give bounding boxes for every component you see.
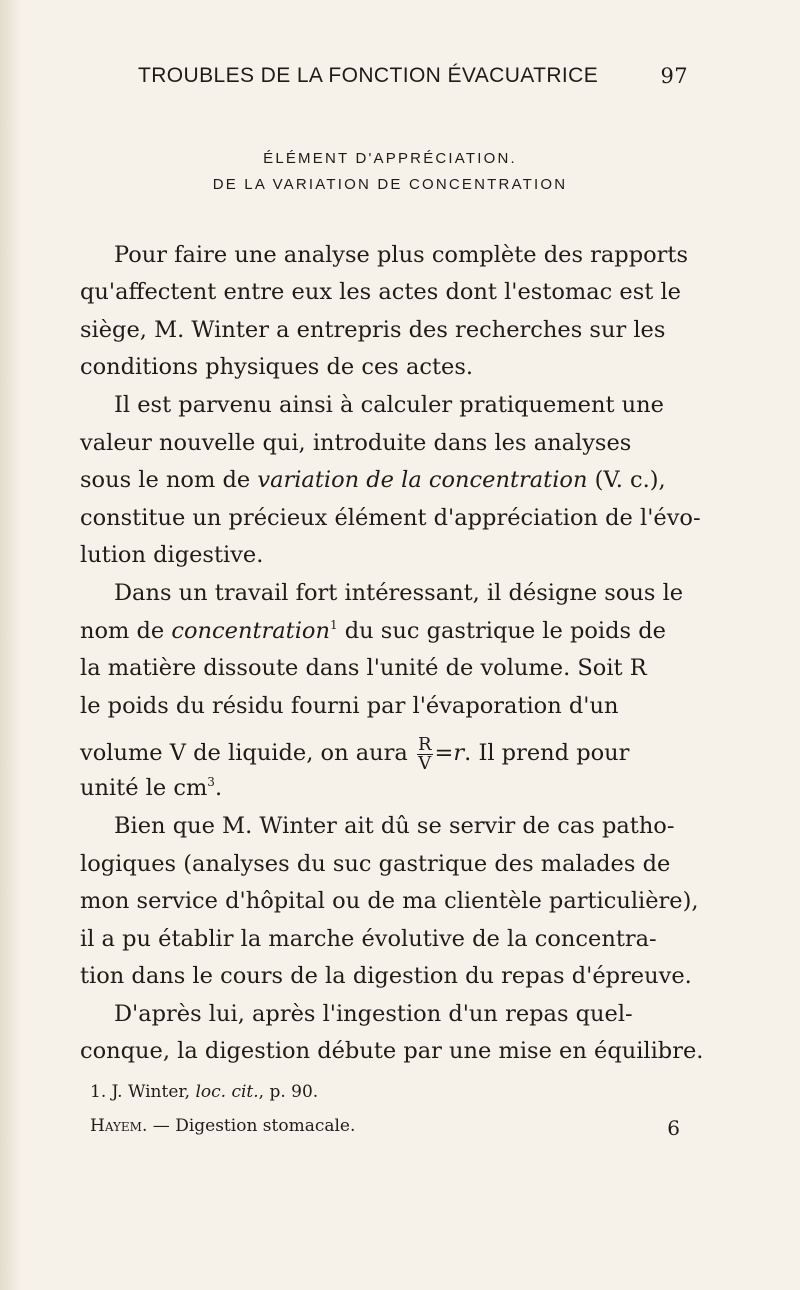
text-run: du suc gastrique le poids de — [344, 618, 666, 644]
text-run: nom de — [80, 618, 165, 644]
body-line: Bien que M. Winter ait dû se servir de cas patho- — [114, 813, 675, 839]
body-line: Dans un travail fort intéressant, il désigne sous le — [114, 580, 684, 606]
body-line: la matière dissoute dans l'unité de volume. Soit R — [80, 655, 647, 681]
signature-line — [90, 1116, 680, 1140]
body-line: Il est parvenu ainsi à calculer pratiquement une — [114, 392, 664, 418]
body-line: tion dans le cours de la digestion du repas d'épreuve. — [80, 963, 692, 989]
math-variable: r — [453, 740, 465, 766]
text-run: unité le cm — [80, 775, 208, 801]
signature-number: 6 — [667, 1116, 680, 1140]
text-run: . — [214, 775, 223, 801]
footnote-ref: loc. cit. — [195, 1082, 259, 1102]
body-line: D'après lui, après l'ingestion d'un repas quel- — [114, 1001, 633, 1027]
body-line: lution digestive. — [80, 542, 264, 568]
body-line: qu'affectent entre eux les actes dont l'estomac est le — [80, 279, 681, 305]
body-line: constitue un précieux élément d'appréciation de l'évo- — [80, 505, 701, 531]
body-line: siège, M. Winter a entrepris des recherches sur les — [80, 317, 666, 343]
footnote — [90, 1082, 318, 1102]
body-line: logiques (analyses du suc gastrique des malades de — [80, 851, 671, 877]
italic-term: concentration — [171, 618, 330, 644]
body-line — [80, 618, 710, 644]
body-line: mon service d'hôpital ou de ma clientèle particulière), — [80, 888, 699, 914]
body-line: le poids du résidu fourni par l'évaporation d'un — [80, 693, 619, 719]
fraction — [417, 736, 433, 773]
signature-title: — Digestion stomacale. — [152, 1116, 356, 1136]
body-line: Pour faire une analyse plus complète des rapports — [114, 242, 689, 268]
page-number: 97 — [660, 64, 688, 88]
footnote-ref: 1 — [329, 618, 338, 632]
body-line — [80, 467, 710, 493]
section-heading-line1: ÉLÉMENT D'APPRÉCIATION. — [263, 150, 517, 167]
section-heading-line2: DE LA VARIATION DE CONCENTRATION — [212, 176, 568, 193]
footnote-marker: 1. — [90, 1082, 107, 1102]
body-line: conditions physiques de ces actes. — [80, 354, 474, 380]
equals-sign: = — [434, 740, 454, 766]
text-run: sous le nom de — [80, 467, 251, 493]
fraction-numerator: R — [417, 734, 432, 755]
body-line: valeur nouvelle qui, introduite dans les analyses — [80, 430, 632, 456]
body-line: il a pu établir la marche évolutive de la concentra- — [80, 926, 657, 952]
text-run: . Il prend pour — [464, 740, 630, 766]
footnote-author: J. Winter, — [111, 1082, 191, 1102]
footnote-page: , p. 90. — [258, 1082, 319, 1102]
signature-author: Hayem. — [90, 1116, 148, 1136]
text-run: volume V de liquide, on aura — [80, 740, 408, 766]
page-gutter-shadow — [0, 0, 22, 1290]
fraction-denominator: V — [418, 753, 432, 774]
running-head-title: TROUBLES DE LA FONCTION ÉVACUATRICE — [138, 64, 599, 87]
italic-term: variation de la concentration — [257, 467, 588, 493]
body-line — [80, 775, 710, 801]
superscript: 3 — [207, 775, 215, 789]
body-line — [80, 736, 710, 773]
body-line: conque, la digestion débute par une mise en équilibre. — [80, 1038, 704, 1064]
text-run: (V. c.), — [594, 467, 666, 493]
